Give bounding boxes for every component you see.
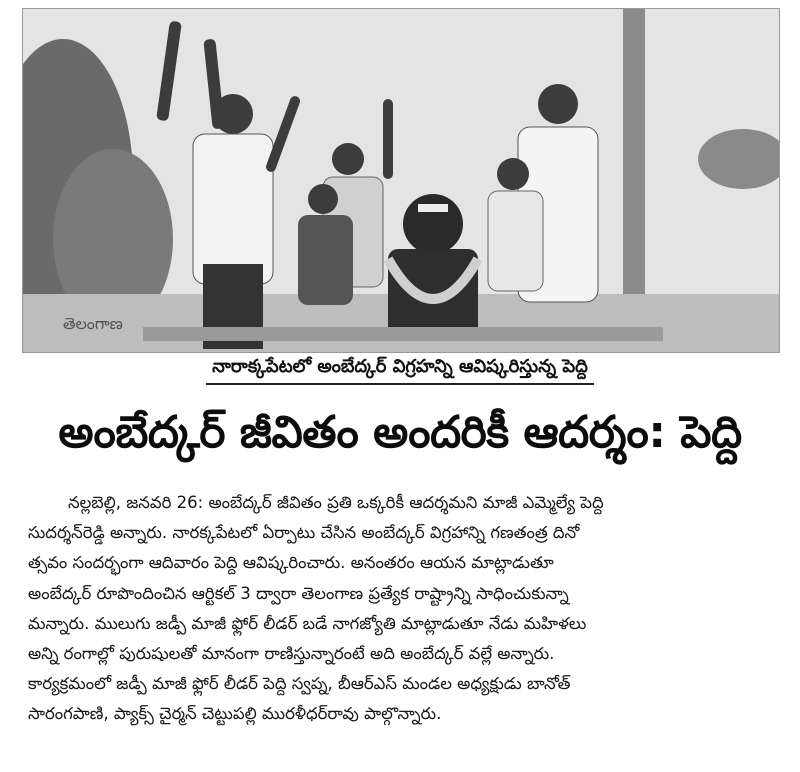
body-line: త్సవం సందర్భంగా ఆదివారం పెద్ది ఆవిష్కరించారు. అనంతరం ఆయన మాట్లాడుతూ [28,553,554,573]
banner-text: తెలంగాణ [63,314,123,333]
body-line: అన్ని రంగాల్లో పురుషులతో మానంగా రాణిస్తున్నారంటే అది అంబేద్కర్ వల్లే అన్నారు. [28,644,555,664]
caption-row [22,351,778,389]
body-line: సుదర్శన్‌రెడ్డి అన్నారు. నారక్కపేటలో ఏర్పాటు చేసిన అంబేద్కర్ విగ్రహాన్ని గణతంత్ర దినో [28,523,580,543]
headline: అంబేద్కర్ జీవితం అందరికీ ఆదర్శం: పెద్ది [58,407,742,458]
body-line: సారంగపాణి, ప్యాక్స్ చైర్మన్ చెట్టుపల్లి మురళీధర్‌రావు పాల్గొన్నారు. [28,704,442,724]
photo-icon [23,9,779,352]
body-line: నల్లబెల్లి, జనవరి 26: అంబేద్కర్ జీవితం ప్రతి ఒక్కరికీ ఆదర్శమని మాజీ ఎమ్మెల్యే పెద్ది [68,493,604,512]
body-line: మన్నారు. ములుగు జడ్పీ మాజీ ఫ్లోర్ లీడర్ బడే నాగజ్యోతి మాట్లాడుతూ నేడు మహిళలు [28,613,587,633]
article-body [28,488,780,730]
news-photo [22,8,780,353]
body-line: కార్యక్రమంలో జడ్పీ మాజీ ఫ్లోర్ లీడర్ పెద్ది స్వప్న, బీఆర్ఎస్ మండల అధ్యక్షుడు బానోత్ [28,674,571,694]
body-line: అంబేద్కర్ రూపొందించిన ఆర్టికల్ 3 ద్వారా తెలంగాణ ప్రత్యేక రాష్ట్రాన్ని సాధించుకున్నా [28,583,569,603]
photo-caption: నారాక్కపేటలో అంబేద్కర్ విగ్రహన్ని ఆవిష్కరిస్తున్న పెద్ది [206,355,594,385]
